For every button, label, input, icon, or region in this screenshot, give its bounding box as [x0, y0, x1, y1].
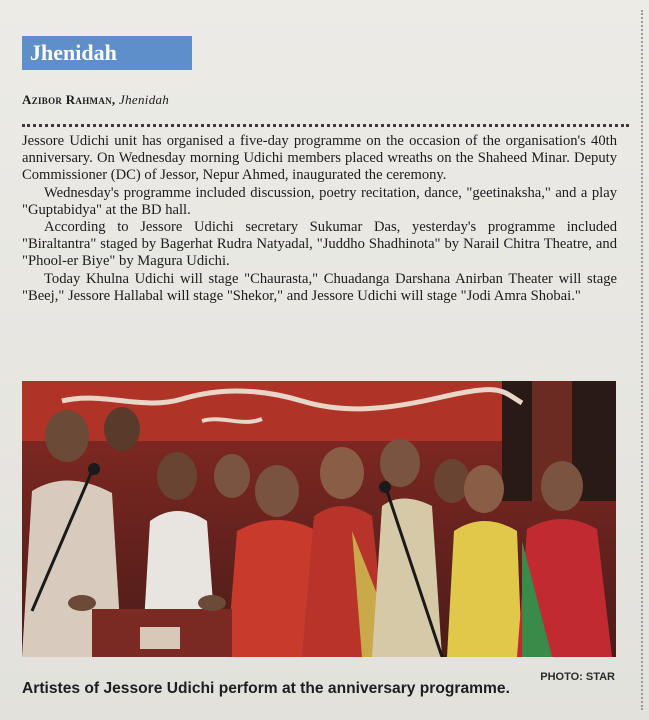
photo-caption: Artistes of Jessore Udichi perform at the anniversary programme.: [22, 680, 510, 697]
article-paragraph: According to Jessore Udichi secretary Sukumar Das, yesterday's programme included "Biraltantra" staged by Bagerhat Rudra Natyadal, "Juddho Shadhinota" by Narail Chitra Theatre, and "Phool-er Biye" by Magura Udichi.: [22, 219, 617, 270]
article-paragraph: Wednesday's programme included discussion, poetry recitation, dance, "geetinaksha," and a play "Guptabidya" at the BD hall.: [22, 184, 617, 218]
byline-location: Jhenidah: [119, 92, 170, 107]
byline-author: Azibor Rahman,: [22, 92, 116, 107]
article-body: [22, 133, 617, 305]
column-rule: [641, 10, 643, 710]
photo-credit: PHOTO: STAR: [540, 671, 615, 683]
performers-illustration: [22, 381, 616, 657]
section-tag: Jhenidah: [22, 36, 192, 70]
article-paragraph: Today Khulna Udichi will stage "Chaurasta," Chuadanga Darshana Anirban Theater will stage "Beej," Jessore Hallabal will stage "Shekor," and Jessore Udichi will stage "Jodi Amra Shobai.": [22, 270, 617, 304]
dotted-divider: [22, 124, 629, 127]
article-paragraph: Jessore Udichi unit has organised a five-day programme on the occasion of the organisation's 40th anniversary. On Wednesday morning Udichi members placed wreaths on the Shaheed Minar. Deputy Commissioner (DC) of Jessor, Nepur Ahmed, inaugurated the ceremony.: [22, 133, 617, 184]
news-photo: [22, 381, 616, 657]
byline: [22, 92, 169, 108]
